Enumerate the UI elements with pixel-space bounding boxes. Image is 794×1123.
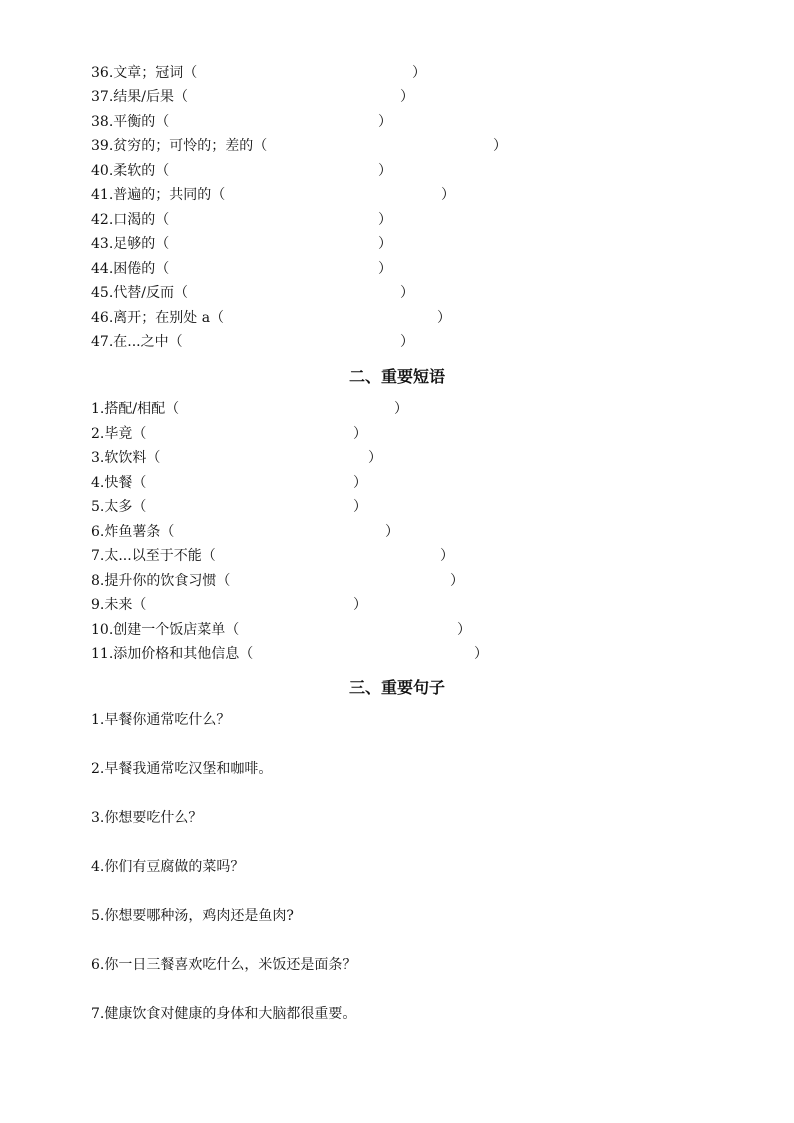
phrase-item-text: 9.未来（ <box>91 597 147 613</box>
vocab-item <box>91 186 455 204</box>
section-3-title: 三、重要句子 <box>348 678 445 697</box>
phrase-item <box>91 621 471 639</box>
vocab-item-text: 39.贫穷的；可怜的；差的（ <box>91 138 268 154</box>
vocab-item-text: 43.足够的（ <box>91 236 170 252</box>
phrase-item <box>91 572 464 590</box>
phrase-item-text: 10.创建一个饭店菜单（ <box>91 622 240 638</box>
phrase-item <box>91 645 488 663</box>
phrase-item-text: 8.提升你的饮食习惯（ <box>91 573 231 589</box>
vocab-item <box>91 333 414 351</box>
vocab-item-close: ） <box>378 261 392 277</box>
vocab-item <box>91 162 392 180</box>
phrase-item <box>91 498 367 516</box>
vocab-item-text: 41.普遍的；共同的（ <box>91 187 226 203</box>
vocab-item <box>91 309 451 327</box>
phrase-item <box>91 523 399 541</box>
vocab-item <box>91 235 392 253</box>
phrase-item <box>91 596 367 614</box>
vocab-item <box>91 211 392 229</box>
vocab-item <box>91 137 507 155</box>
phrase-item-text: 3.软饮料（ <box>91 450 161 466</box>
vocab-item-close: ） <box>412 65 426 81</box>
phrase-item-text: 7.太...以至于不能（ <box>91 548 216 564</box>
vocab-item-close: ） <box>400 89 414 105</box>
sentence-item: 2.早餐我通常吃汉堡和咖啡。 <box>91 761 273 777</box>
vocab-item-close: ） <box>378 114 392 130</box>
vocab-item-close: ） <box>400 285 414 301</box>
vocab-item-text: 40.柔软的（ <box>91 163 170 179</box>
vocab-item-text: 45.代替/反而（ <box>91 285 188 301</box>
phrase-item-text: 1.搭配/相配（ <box>91 401 180 417</box>
phrase-item-close: ） <box>353 475 367 491</box>
vocab-item <box>91 260 392 278</box>
vocab-item-close: ） <box>400 334 414 350</box>
phrase-item-close: ） <box>368 450 382 466</box>
vocab-item-close: ） <box>378 236 392 252</box>
vocab-item <box>91 113 392 131</box>
vocab-item-close: ） <box>441 187 455 203</box>
phrase-item-close: ） <box>353 426 367 442</box>
phrase-item-close: ） <box>394 401 408 417</box>
phrase-item-close: ） <box>450 573 464 589</box>
vocab-item <box>91 88 414 106</box>
vocab-item-text: 42.口渴的（ <box>91 212 170 228</box>
vocab-item <box>91 284 414 302</box>
vocab-item-text: 36.文章；冠词（ <box>91 65 198 81</box>
section-2-title: 二、重要短语 <box>348 367 445 386</box>
phrase-item <box>91 449 382 467</box>
phrase-item-close: ） <box>440 548 454 564</box>
phrase-item <box>91 474 367 492</box>
phrase-item-close: ） <box>474 646 488 662</box>
phrase-item-close: ） <box>353 499 367 515</box>
phrase-item <box>91 425 367 443</box>
phrase-item <box>91 400 408 418</box>
sentence-item: 1.早餐你通常吃什么？ <box>91 712 231 728</box>
vocab-item-close: ） <box>378 212 392 228</box>
phrase-item-text: 5.太多（ <box>91 499 147 515</box>
phrase-item-text: 2.毕竟（ <box>91 426 147 442</box>
vocab-item-text: 37.结果/后果（ <box>91 89 188 105</box>
phrase-item-text: 6.炸鱼薯条（ <box>91 524 175 540</box>
sentence-item: 7.健康饮食对健康的身体和大脑都很重要。 <box>91 1006 357 1022</box>
sentence-item: 3.你想要吃什么？ <box>91 810 203 826</box>
vocab-item-text: 44.困倦的（ <box>91 261 170 277</box>
vocab-item-text: 46.离开；在别处 a（ <box>91 310 225 326</box>
phrase-item-text: 11.添加价格和其他信息（ <box>91 646 254 662</box>
phrase-item-close: ） <box>353 597 367 613</box>
vocab-item <box>91 64 426 82</box>
sentence-item: 6.你一日三餐喜欢吃什么，米饭还是面条？ <box>91 957 357 973</box>
vocab-item-close: ） <box>437 310 451 326</box>
phrase-item-close: ） <box>385 524 399 540</box>
phrase-item <box>91 547 454 565</box>
sentence-item: 4.你们有豆腐做的菜吗？ <box>91 859 245 875</box>
sentence-item: 5.你想要哪种汤，鸡肉还是鱼肉? <box>91 908 294 924</box>
vocab-item-text: 47.在...之中（ <box>91 334 183 350</box>
phrase-item-text: 4.快餐（ <box>91 475 147 491</box>
phrase-item-close: ） <box>457 622 471 638</box>
vocab-item-text: 38.平衡的（ <box>91 114 170 130</box>
vocab-item-close: ） <box>378 163 392 179</box>
vocab-item-close: ） <box>493 138 507 154</box>
